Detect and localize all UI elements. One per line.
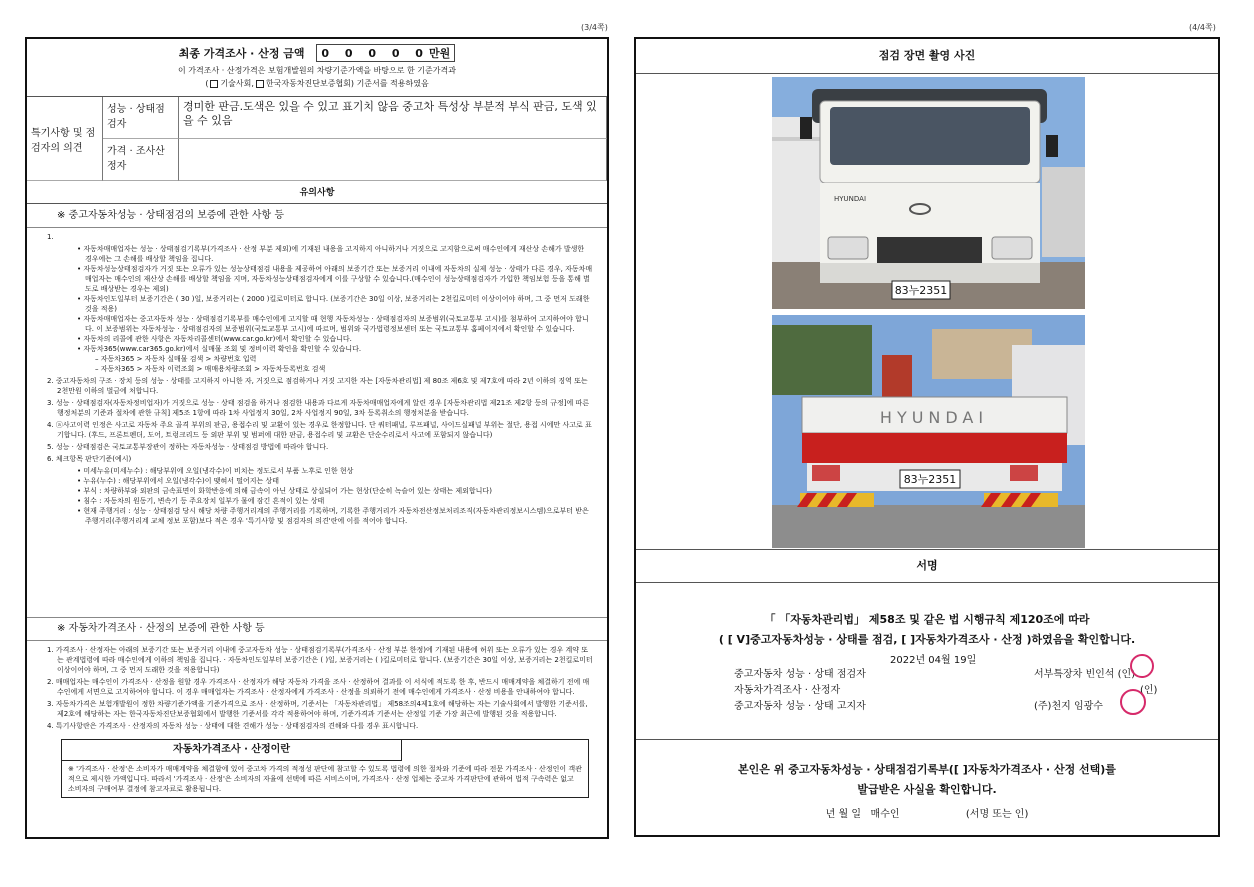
section1-item: 5. 성능 · 상태점검은 국토교통부장관이 정하는 자동차성능 · 상태점검 방법에 따라야 합니다. — [47, 443, 329, 451]
criteria-bullet: • 침수 : 자동차의 원동기, 변속기 등 주요장치 일부가 물에 잠긴 흔적이 있는 상태 — [45, 496, 593, 506]
section2-item: 4. 특기사항란은 가격조사 · 산정자의 자동차 성능 · 상태에 대한 견해가 성능 · 상태점검자의 견해와 다를 경우 표시합니다. — [47, 722, 419, 730]
perf-inspector-label: 성능 · 상태점검자 — [103, 97, 179, 139]
section1-head: ※ 중고자동차성능 · 상태점검의 보증에 관한 사항 등 — [27, 205, 607, 228]
section2-head: ※ 자동차가격조사 · 산정의 보증에 관한 사항 등 — [27, 618, 607, 641]
role-labels — [734, 667, 866, 715]
buyer-confirm — [636, 761, 1218, 820]
role-name-notifier: (주)천지 임광수 — [1034, 701, 1103, 712]
seal-stamp-inspector — [1130, 654, 1154, 678]
signature-statement — [636, 611, 1218, 647]
price-appraiser-opinion — [179, 139, 607, 181]
section1-item: 6. 체크항목 판단기준(예시) — [47, 455, 132, 463]
opinion-head: 특기사항 및 점검자의 의견 — [27, 97, 103, 181]
right-page — [634, 37, 1220, 837]
seal-stamp-notifier — [1120, 689, 1146, 715]
buyer-label: 매수인 — [870, 809, 900, 820]
svg-text:HYUNDAI: HYUNDAI — [834, 195, 867, 203]
section2 — [27, 617, 607, 798]
section1-bullet: • 자동차매매업자는 중고자동차 성능 · 상태점검기록부를 매수인에게 고지할 때 현행 자동차성능 · 상태점검자의 보증범위(국토교통부 고시)를 첨부하여 고지하여야 합니다. 이 보증범위는 자동차성능 · 상태점검자의 보증범위(국토교통부 고시)에 따르며, 범위와 국가법령정보센터 또는 국토교통부 홈페이지에서 확인할 수 있습니다. — [45, 314, 593, 334]
buyer-confirm-divider — [636, 739, 1218, 740]
checkbox-kadia[interactable] — [256, 80, 264, 88]
truck-front-plate: 83누2351 — [894, 284, 948, 297]
left-page — [25, 37, 609, 839]
final-price-amount: 0 0 0 0 0 — [321, 47, 429, 60]
section1-subline: – 자동차365 > 자동차 이력조회 > 매매용차량조회 > 자동차등록번호 검색 — [95, 365, 326, 373]
criteria-bullet: • 누유(누수) : 해당부위에서 오일(냉각수)이 맺혀서 떨어지는 상태 — [45, 476, 593, 486]
section1-bullet: • 자동차성능상태점검자가 거짓 또는 오류가 있는 성능상태점검 내용을 제공하여 아래의 보증기간 또는 보증거리 이내에 자동차의 실제 성능 · 상태가 다른 경우, 자동차매매업자는 매수인의 재산상 손해를 배상할 책임을 지며, 자동차성능상태점검자에게 이를 구상할 수 있습니다.(매수인이 성능상태점검자가 가입한 책임보험 등을 통해 별도로 배상받는 경우는 제외) — [45, 264, 593, 294]
section2-body — [27, 641, 607, 735]
photo-section-title: 점검 장면 촬영 사진 — [636, 39, 1218, 74]
opinion-table — [27, 97, 607, 181]
role-label-notifier: 중고자동차 성능 · 상태 고지자 — [734, 701, 866, 712]
appraisal-definition-text: ※ '가격조사 · 산정'은 소비자가 매매계약을 체결함에 있어 중고차 가격의 적정성 판단에 참고할 수 있도록 법령에 의한 절차와 기준에 따라 전문 가격조사 · 산정인이 객관적으로 제시한 가액입니다. 따라서 '가격조사 · 산정'은 소비자의 자율에 선택에 따른 서비스이며, 가격조사 · 산정 업체는 중고차 가격판단에 관하여 법적 구속력은 없고 소비자의 구매여부 결정에 참고자료로 활용됩니다. — [68, 765, 582, 793]
truck-front-image — [772, 77, 1085, 309]
role-label-appraiser: 자동차가격조사 · 산정자 — [734, 685, 841, 696]
criteria-bullet: • 미세누유(미세누수) : 해당부위에 오일(냉각수)이 비치는 정도로서 부품 노후로 인한 현상 — [45, 466, 593, 476]
section1-item: 2. 중고자동차의 구조 · 장치 등의 성능 · 상태를 고지하지 아니한 자, 거짓으로 점검하거나 거짓 고지한 자는 [자동차관리법] 제 80조 제6호 및 제7호에 따라 2년 이하의 징역 또는 2천만원 이하의 벌금에 처합니다. — [47, 377, 588, 395]
role-label-inspector: 중고자동차 성능 · 상태 점검자 — [734, 669, 866, 680]
final-price-amount-box — [316, 44, 455, 62]
truck-rear-plate: 83누2351 — [903, 473, 957, 486]
section1-subline: – 자동차365 > 자동차 실매물 검색 > 차량번호 입력 — [95, 355, 257, 363]
section1-bullet: • 자동차365(www.car365.go.kr)에서 실매물 조회 및 정비이력 확인을 확인할 수 있습니다. — [45, 344, 593, 354]
section2-item: 3. 자동차가격은 보험개발원이 정한 차량기준가액을 기준가격으로 조사 · 산정하며, 기준서는 「자동차관리법」 제58조의4제1호에 해당하는 자는 기술사회에서 발행한 기준서를, 제2호에 해당하는 자는 한국자동차진단보증협회에서 발행한 기준서를 각각 적용하여야 하며, 기준가격과 기준서는 산정일 기준 가장 최근에 발행된 것을 적용합니다. — [47, 700, 588, 718]
section1-bullet: • 자동차의 리콜에 관한 사항은 자동차리콜센터(www.car.go.kr)에서 확인할 수 있습니다. — [45, 334, 593, 344]
buyer-sign-row — [636, 805, 1218, 820]
checkbox-tech-society[interactable] — [210, 80, 218, 88]
final-price-unit: 만원 — [428, 47, 451, 60]
section1-item: 4. ⓐ사고이력 인정은 사고로 자동차 주요 골격 부위의 판금, 용접수리 및 교환이 있는 경우로 한정합니다. 단 쿼터패널, 루프패널, 사이드실패널 부위는 절단, 용접 시에만 사고로 표기합니다. (후드, 프론트펜더, 도어, 트렁크리드 등 외판 부위 및 범퍼에 대한 판금, 용접수리 및 교환은 단순수리로서 사고에 포함되지 않습니다) — [47, 421, 592, 439]
sign-line-1: 「 「자동차관리법」 제58조 및 같은 법 시행규칙 제120조에 따라 — [764, 613, 1090, 626]
role-seal-appraiser: (인) — [1140, 685, 1158, 696]
buyer-date: 년 월 일 — [825, 809, 861, 820]
criteria-bullet: • 부식 : 차량하부와 외판의 금속표면이 화학반응에 의해 금속이 아닌 상태로 상실되어 가는 현상(단순히 녹슬어 있는 상태는 제외합니다) — [45, 486, 593, 496]
page-number-right: (4/4쪽) — [1189, 23, 1216, 32]
page-number-left: (3/4쪽) — [581, 23, 608, 32]
perf-inspector-opinion: 경미한 판금.도색은 있을 수 있고 표기치 않음 중고차 특성상 부분적 부식 판금, 도색 있을 수 있음 — [179, 97, 607, 139]
section2-item: 2. 매매업자는 매수인이 가격조사 · 산정을 원할 경우 가격조사 · 산정자가 해당 자동차 가격을 조사 · 산정하여 결과를 이 서식에 적도록 한 후, 반드시 매매계약을 체결하기 전에 매수인에게 서면으로 고지하여야 합니다. 이 경우 매매업자는 가격조사 · 산정자에게 가격조사 · 산정을 의뢰하기 전에 매수인에게 가격조사 · 산정 비용을 안내하여야 합니다. — [47, 678, 590, 696]
truck-front-photo — [772, 77, 1085, 309]
final-price-section — [27, 39, 607, 97]
sign-line-2: ( [ V]중고자동차성능 · 상태를 점검, [ ]자동차가격조사 · 산정 )하였음을 확인합니다. — [718, 633, 1136, 646]
buyer-signature-field[interactable]: (서명 또는 인) — [965, 809, 1029, 820]
truck-rear-image — [772, 315, 1085, 548]
price-appraiser-label: 가격 · 조사산정자 — [103, 139, 179, 181]
confirm-line-1: 본인은 위 중고자동차성능 · 상태점검기록부([ ]자동차가격조사 · 산정 선택)를 — [738, 763, 1116, 776]
sign-date: 2022년 04월 19일 — [890, 655, 977, 666]
role-name-inspector: 서부특장차 빈인석 (인) — [1034, 669, 1136, 680]
section2-item: 1. 가격조사 · 산정자는 아래의 보증기간 또는 보증거리 이내에 중고자동차 성능 · 상태점검기록부(가격조사 · 산정 부분 한정)에 기재된 내용에 허위 또는 오류가 있는 경우 계약 또는 관계법령에 따라 매수인에게 이하의 책임을 집니다. · 자동차인도일부터 보증기간은 ( )일, 보증거리는 ( )킬로미터로 합니다. (보증기간은 30일 이상, 보증거리는 2천킬로미터 이상이어야 하며, 그 중 먼저 도래한 것을 적용합니다) — [47, 646, 593, 674]
section1 — [27, 205, 607, 528]
confirm-line-2: 발급받은 사실을 확인합니다. — [857, 783, 997, 796]
section1-item-1: 1. — [47, 233, 54, 241]
final-price-title: 최종 가격조사 · 산정 금액 — [178, 47, 305, 60]
final-price-desc-1: 이 가격조사 · 산정가격은 보험개발원의 차량기준가액을 바탕으로 한 기준가격과 — [178, 66, 456, 75]
section1-bullet: • 자동차인도일부터 보증기간은 ( 30 )일, 보증거리는 ( 2000 )킬로미터로 합니다. (보증기간은 30일 이상, 보증거리는 2천킬로미터 이상이어야 하며, 그 중 먼저 도래한 것을 적용) — [45, 294, 593, 314]
appraisal-definition-title: 자동차가격조사 · 산정이란 — [62, 740, 402, 761]
criteria-bullet: • 현재 주행거리 : 성능 · 상태점검 당시 해당 차량 주행거리계의 주행거리를 기록하며, 기록한 주행거리가 자동차전산정보처리조직(자동차관리정보시스템)으로부터 받은 주행거리(주행거리계 교체 정보 포함)보다 적은 경우 '특기사항 및 점검자의 의견'란에 이를 적어야 합니다. — [45, 506, 593, 526]
final-price-desc-2: ( 기술사회, 한국자동차진단보증협회) 기준서를 적용하였음 — [205, 79, 429, 88]
notice-title: 유의사항 — [27, 182, 607, 204]
section1-bullet: • 자동차매매업자는 성능 · 상태점검기록부(가격조사 · 산정 부분 제외)에 기재된 내용을 고지하지 아니하거나 거짓으로 고지함으로써 매수인에게 재산상 손해가 발생한 경우에는 그 손해를 배상할 책임을 집니다. — [45, 244, 593, 264]
truck-brand-text: HYUNDAI — [879, 408, 989, 427]
appraisal-definition-box — [61, 739, 589, 798]
signature-section-title: 서명 — [636, 549, 1218, 583]
truck-rear-photo — [772, 315, 1085, 548]
section1-item: 3. 성능 · 상태점검자(자동차정비업자)가 거짓으로 성능 · 상태 점검을 하거나 점검한 내용과 다르게 자동차매매업자에게 알린 경우 [자동차관리법 제21조 제2항 등의 규정]에 따른 행정처분의 기준과 절차에 관한 규칙] 제5조 1항에 따라 1차 사업정지 30일, 2차 사업정지 90일, 3차 등록취소의 행정처분을 받습니다. — [47, 399, 589, 417]
section1-body — [27, 228, 607, 528]
